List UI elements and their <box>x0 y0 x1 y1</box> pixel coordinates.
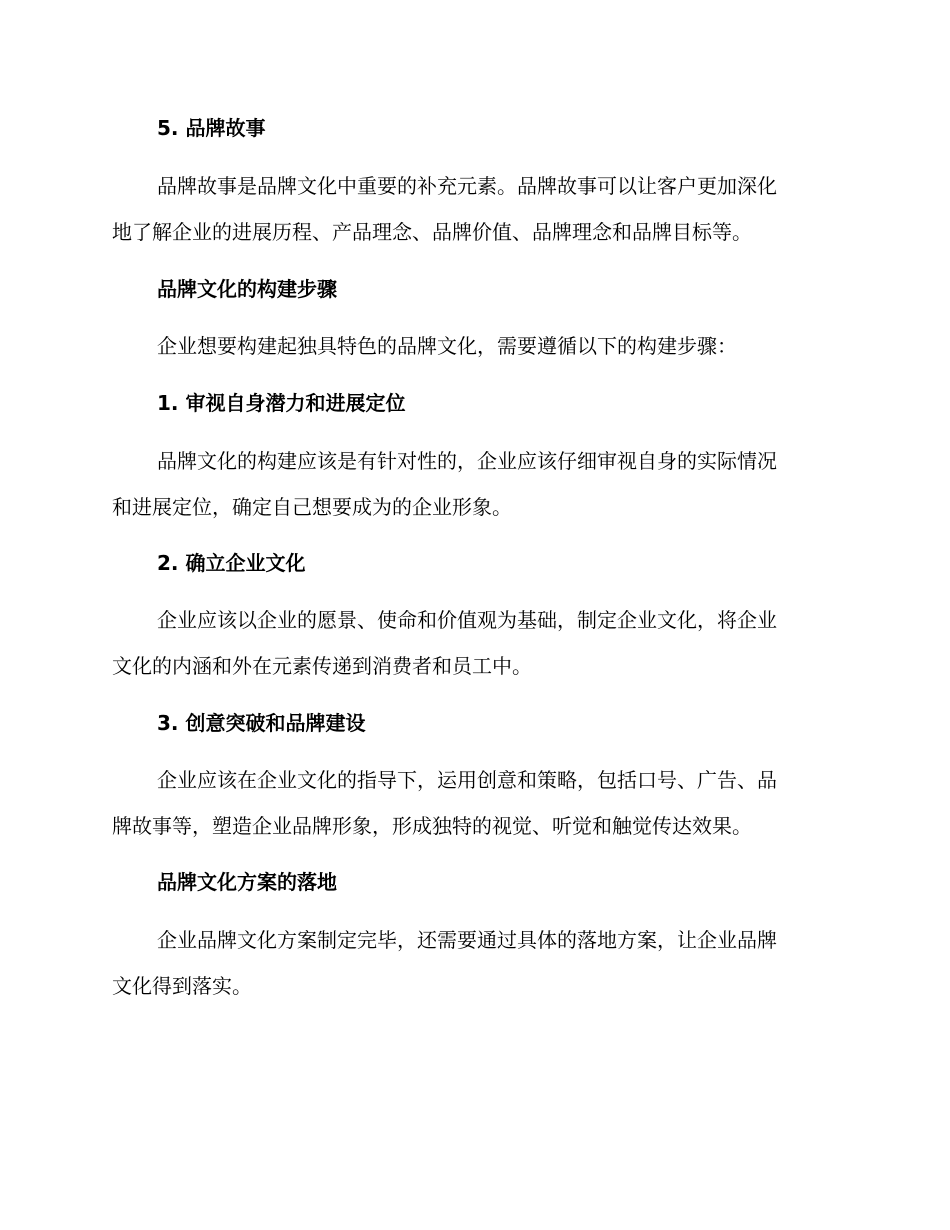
paragraph-line: 企业想要构建起独具特色的品牌文化，需要遵循以下的构建步骤： <box>157 334 737 358</box>
paragraph-line: 牌故事等，塑造企业品牌形象，形成独特的视觉、听觉和触觉传达效果。 <box>112 814 752 838</box>
paragraph-step-2 <box>112 597 832 689</box>
paragraph-step-3 <box>112 757 832 849</box>
paragraph-brand-story <box>112 163 832 255</box>
paragraph-implementation <box>112 917 832 1009</box>
section-heading-step-1: 1. 审视自身潜力和进展定位 <box>157 391 406 415</box>
paragraph-build-steps <box>112 323 832 369</box>
paragraph-line: 企业应该以企业的愿景、使命和价值观为基础，制定企业文化，将企业 <box>157 608 777 632</box>
paragraph-line: 文化得到落实。 <box>112 974 252 998</box>
section-heading-build-steps: 品牌文化的构建步骤 <box>157 277 337 301</box>
section-heading-implementation: 品牌文化方案的落地 <box>157 870 337 894</box>
paragraph-line: 地了解企业的进展历程、产品理念、品牌价值、品牌理念和品牌目标等。 <box>112 220 752 244</box>
section-heading-step-2: 2. 确立企业文化 <box>157 551 306 575</box>
paragraph-line: 品牌故事是品牌文化中重要的补充元素。品牌故事可以让客户更加深化 <box>157 174 777 198</box>
paragraph-line: 企业品牌文化方案制定完毕，还需要通过具体的落地方案，让企业品牌 <box>157 928 777 952</box>
paragraph-line: 文化的内涵和外在元素传递到消费者和员工中。 <box>112 654 532 678</box>
paragraph-line: 品牌文化的构建应该是有针对性的，企业应该仔细审视自身的实际情况 <box>157 449 777 473</box>
section-heading-step-3: 3. 创意突破和品牌建设 <box>157 711 366 735</box>
paragraph-line: 企业应该在企业文化的指导下，运用创意和策略，包括口号、广告、品 <box>157 768 777 792</box>
paragraph-line: 和进展定位，确定自己想要成为的企业形象。 <box>112 495 512 519</box>
section-heading-brand-story: 5. 品牌故事 <box>157 116 266 140</box>
paragraph-step-1 <box>112 438 832 530</box>
